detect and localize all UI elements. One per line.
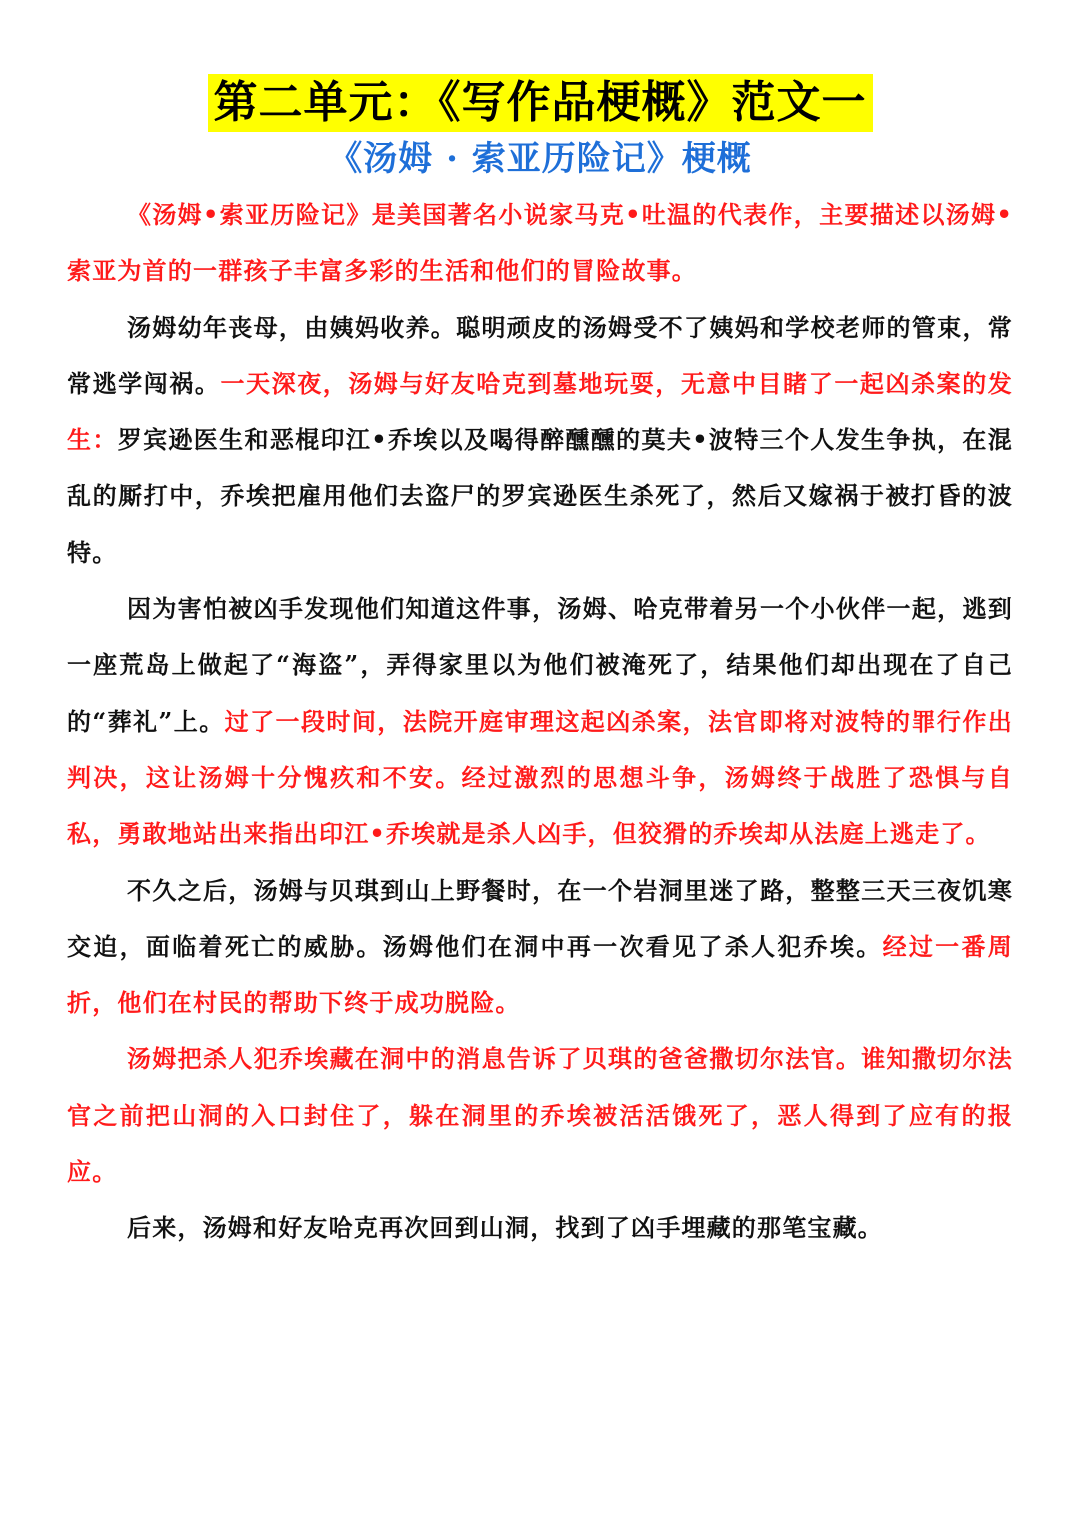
text-segment-emphasis: 一天深夜，汤姆与好友哈克到墓地玩耍，无意中目睹了一起凶杀案的发生： [67,368,1013,455]
text-segment-emphasis: 汤姆把杀人犯乔埃藏在洞中的消息告诉了贝琪的爸爸撒切尔法官。谁知撒切尔法官之前把山洞的入口封住了，躲在洞里的乔埃被活活饿死了，恶人得到了应有的报应。 [67,1044,1013,1187]
title-banner [0,74,1080,132]
text-segment: 汤姆幼年丧母，由姨妈收养。聪明顽皮的汤姆受不了姨妈和学校老师的管束，常常逃学闯祸。 [67,312,1013,398]
page-subtitle: 《汤姆 · 索亚历险记》梗概 [328,139,752,179]
article-body [67,187,1013,1257]
text-segment: 不久之后，汤姆与贝琪到山上野餐时，在一个岩洞里迷了路，整整三天三夜饥寒交迫，面临着死亡的威胁。汤姆他们在洞中再一次看见了杀人犯乔埃。 [67,875,1013,961]
paragraph [67,863,1013,1032]
paragraph [67,581,1013,862]
paragraph [67,1200,1013,1256]
text-segment: 《汤姆•索亚历险记》是美国著名小说家马克•吐温的代表作，主要描述以汤姆•索亚为首的一群孩子丰富多彩的生活和他们的冒险故事。 [67,200,1013,286]
paragraph [67,1031,1013,1200]
paragraph [67,187,1013,300]
text-segment: 后来，汤姆和好友哈克再次回到山洞，找到了凶手埋藏的那笔宝藏。 [127,1213,883,1243]
paragraph [67,300,1013,581]
text-segment: 因为害怕被凶手发现他们知道这件事，汤姆、哈克带着另一个小伙伴一起，逃到一座荒岛上做起了“海盗”，弄得家里以为他们被淹死了，结果他们却出现在了自己的“葬礼”上。 [67,594,1013,736]
text-segment-emphasis: 过了一段时间，法院开庭审理这起凶杀案，法官即将对波特的罪行作出判决，这让汤姆十分愧疚和不安。经过激烈的思想斗争，汤姆终于战胜了恐惧与自私，勇敢地站出来指出印江•乔埃就是杀人凶手，但狡猾的乔埃却从法庭上逃走了。 [67,706,1013,849]
text-segment-emphasis: 经过一番周折，他们在村民的帮助下终于成功脱险。 [67,931,1013,1018]
text-segment: 罗宾逊医生和恶棍印江•乔埃以及喝得醉醺醺的莫夫•波特三个人发生争执，在混乱的厮打中，乔埃把雇用他们去盗尸的罗宾逊医生杀死了，然后又嫁祸于被打昏的波特。 [67,425,1013,567]
page-title: 第二单元：《写作品梗概》范文一 [208,74,873,132]
